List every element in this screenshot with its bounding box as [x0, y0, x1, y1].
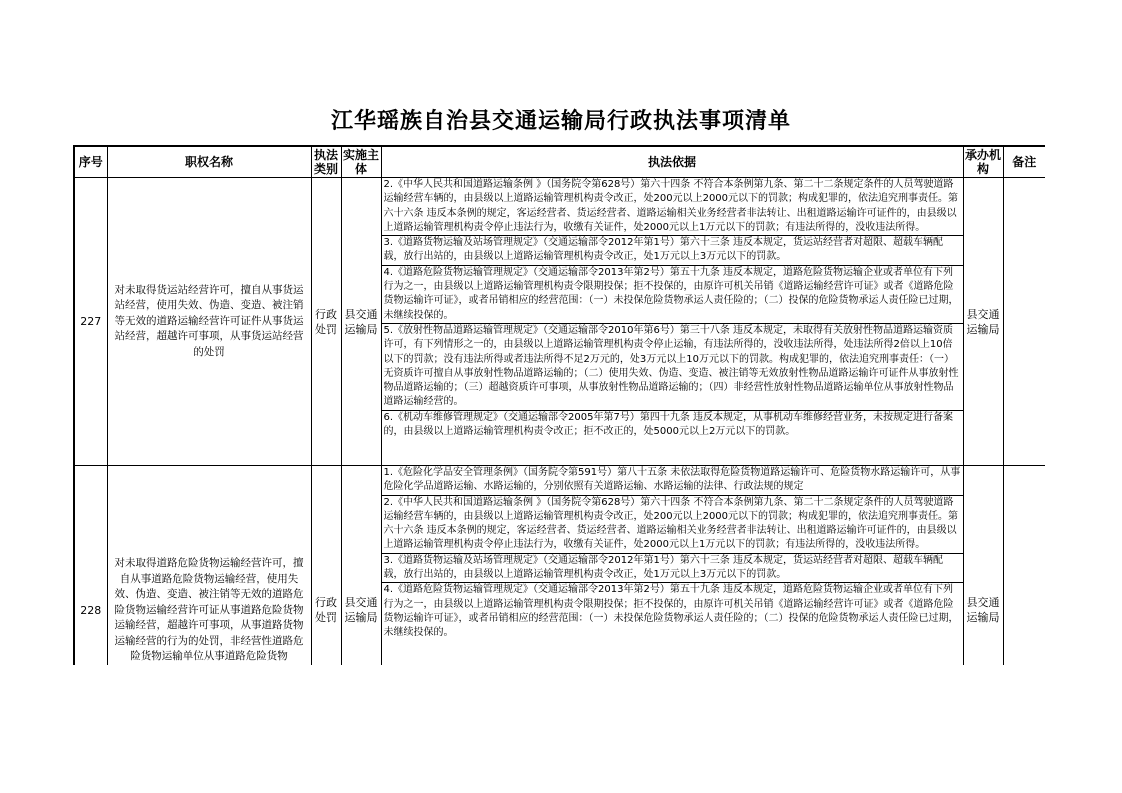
basis-item: 5.《放射性物品道路运输管理规定》（交通运输部令2010年第6号）第三十八条 违反本规定，未取得有关放射性物品道路运输资质许可，有下列情形之一的，由县级以上道路运输管理机构责令停止运输，有违法所得的，没收违法所得，处违法所得2倍以上10倍以下的罚款；没有违法所得或者违法所得不足2万元的，处3万元以上10万元以下的罚款。构成犯罪的，依法追究刑事责任：（一）无资质许可擅自从事放射性物品道路运输的；（二）使用失效、伪造、变造、被注销等无效放射性物品道路运输许可证件从事放射性物品道路运输的；（三）超越资质许可事项，从事放射性物品道路运输的；（四）非经营性放射性物品道路运输单位从事放射性物品道路运输经营的。	[382, 324, 963, 411]
page-title: 江华瑶族自治县交通运输局行政执法事项清单	[330, 108, 791, 134]
basis-item: 1.《危险化学品安全管理条例》（国务院令第591号）第八十五条 未依法取得危险货物道路运输许可、危险货物水路运输许可，从事危险化学品道路运输、水路运输的，分别依照有关道路运输、水路运输的法律、行政法规的规定	[382, 466, 963, 496]
basis-item: 4.《道路危险货物运输管理规定》（交通运输部令2013年第2号）第五十九条 违反本规定，道路危险货物运输企业或者单位有下列行为之一，由县级以上道路运输管理机构责令限期投保；拒不投保的，由原许可机关吊销《道路运输经营许可证》或者《道路危险货物运输许可证》，或者吊销相应的经营范围：（一）未投保危险货物承运人责任险的；（二）投保的危险货物承运人责任险已过期，未继续投保的。	[382, 266, 963, 324]
basis-item: 6.《机动车维修管理规定》（交通运输部令2005年第7号）第四十九条 违反本规定，从事机动车维修经营业务，未按规定进行备案的，由县级以上道路运输管理机构责令改正；拒不改正的，处5000元以上2万元以下的罚款。	[383, 411, 954, 438]
header-type: 执法类别	[311, 146, 341, 178]
row-handling-office: 县交通运输局	[963, 466, 1003, 666]
row-legal-basis	[381, 178, 963, 466]
header-office: 承办机构	[964, 148, 1001, 176]
row-authority-name: 对未取得货运站经营许可，擅自从事货运站经营，使用失效、伪造、变造、被注销等无效的道路运输经营许可证件从事货运站经营，超越许可事项，从事货运站经营的处罚	[107, 178, 311, 466]
enforcement-table-viewport	[73, 145, 1045, 665]
row-authority-name: 对未取得道路危险货物运输经营许可，擅自从事道路危险货物运输经营，使用失效、伪造、变造、被注销等无效的道路危险货物运输经营许可证从事道路危险货物运输经营，超越许可事项，从事道路货物运输经营的行为的处罚，非经营性道路危险货物运输单位从事道路危险货物	[107, 466, 311, 666]
basis-item: 2.《中华人民共和国道路运输条例 》（国务院令第628号）第六十四条 不符合本条例第九条、第二十二条规定条件的人员驾驶道路运输经营车辆的，由县级以上道路运输管理机构责令改正，处200元以上2000元以下的罚款；构成犯罪的，依法追究刑事责任。第六十六条 违反本条例的规定，客运经营者、货运经营者、道路运输相关业务经营者非法转让、出租道路运输许可证件的，由县级以上道路运输管理机构责令停止违法行为，收缴有关证件，处2000元以上1万元以下的罚款；有违法所得的，没收违法所得。	[382, 496, 963, 554]
row-handling-office: 县交通运输局	[963, 178, 1003, 466]
header-subject: 实施主体	[342, 148, 379, 176]
row-enforcement-type: 行政处罚	[311, 466, 341, 666]
enforcement-table	[73, 145, 1045, 665]
row-implementing-body: 县交通运输局	[341, 466, 381, 666]
header-basis: 执法依据	[381, 146, 963, 178]
basis-item: 3.《道路货物运输及站场管理规定》（交通运输部令2012年第1号）第六十三条 违反本规定，货运站经营者对超限、超载车辆配载，放行出站的，由县级以上道路运输管理机构责令改正，处1万元以上3万元以下的罚款。	[382, 236, 963, 266]
table-row	[74, 466, 1045, 666]
row-implementing-body: 县交通运输局	[341, 178, 381, 466]
row-seq: 227	[74, 178, 107, 466]
header-remark: 备注	[1003, 146, 1045, 178]
basis-item: 2.《中华人民共和国道路运输条例 》（国务院令第628号）第六十四条 不符合本条例第九条、第二十二条规定条件的人员驾驶道路运输经营车辆的，由县级以上道路运输管理机构责令改正，处200元以上2000元以下的罚款；构成犯罪的，依法追究刑事责任。第六十六条 违反本条例的规定，客运经营者、货运经营者、道路运输相关业务经营者非法转让、出租道路运输许可证件的，由县级以上道路运输管理机构责令停止违法行为，收缴有关证件，处2000元以上1万元以下的罚款；有违法所得的，没收违法所得。	[382, 178, 963, 236]
row-seq: 228	[74, 466, 107, 666]
header-name: 职权名称	[107, 146, 311, 178]
basis-item: 4.《道路危险货物运输管理规定》（交通运输部令2013年第2号）第五十九条 违反本规定，道路危险货物运输企业或者单位有下列行为之一，由县级以上道路运输管理机构责令限期投保；拒不投保的，由原许可机关吊销《道路运输经营许可证》或者《道路危险货物运输许可证》，或者吊销相应的经营范围：（一）未投保危险货物承运人责任险的；（二）投保的危险货物承运人责任险已过期，未继续投保的。	[383, 584, 959, 639]
basis-item: 3.《道路货物运输及站场管理规定》（交通运输部令2012年第1号）第六十三条 违反本规定，货运站经营者对超限、超载车辆配载，放行出站的，由县级以上道路运输管理机构责令改正，处1万元以上3万元以下的罚款。	[382, 554, 963, 584]
table-row	[74, 178, 1045, 466]
row-remark	[1003, 466, 1045, 666]
row-legal-basis	[381, 466, 963, 666]
header-seq: 序号	[74, 146, 107, 178]
table-header-row	[74, 146, 1045, 178]
row-enforcement-type: 行政处罚	[311, 178, 341, 466]
row-remark	[1003, 178, 1045, 466]
